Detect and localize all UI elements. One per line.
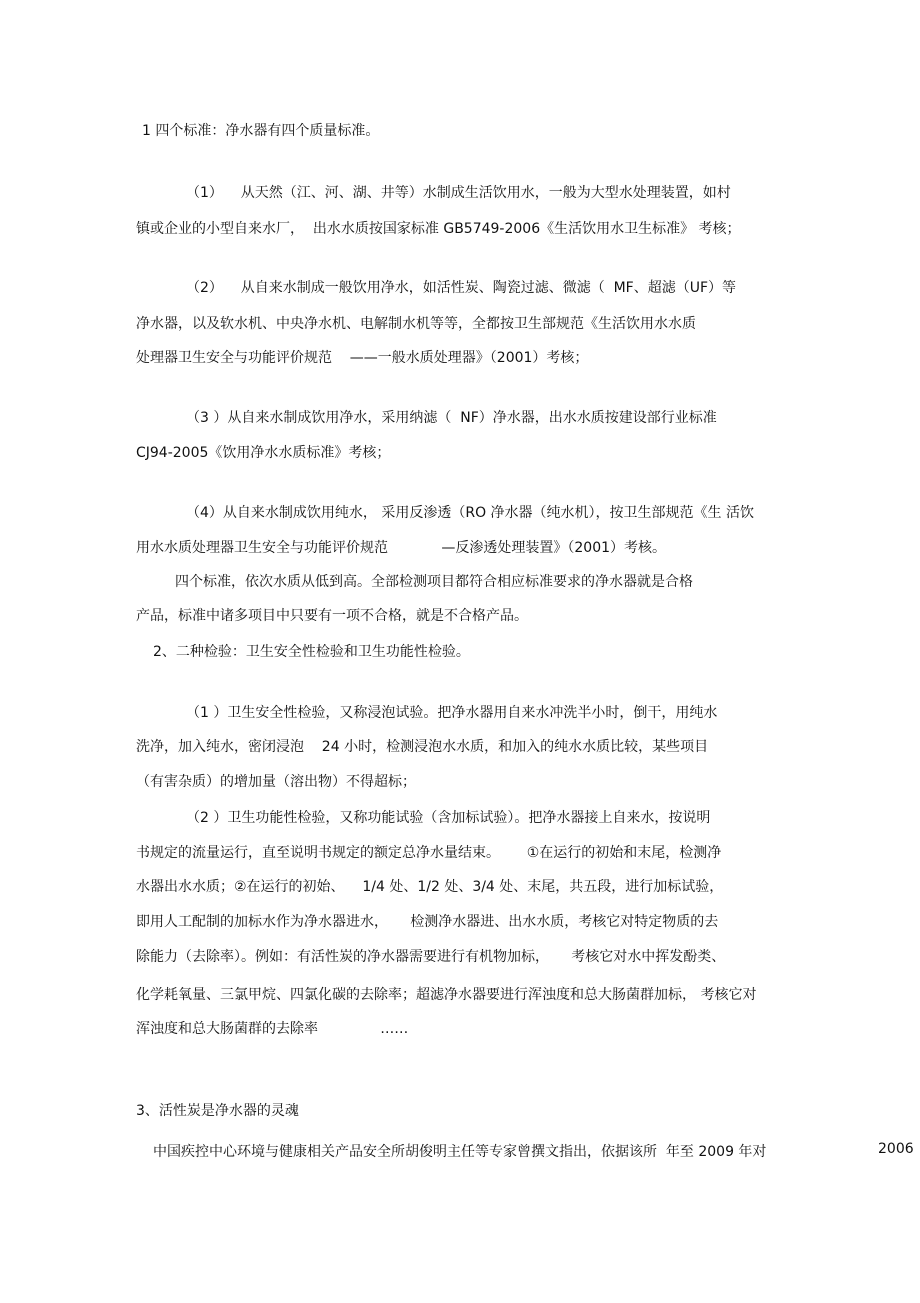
heading-four-standards: 1 四个标准：净水器有四个质量标准。 <box>142 123 380 139</box>
heading-two-tests: 2、二种检验：卫生安全性检验和卫生功能性检验。 <box>153 644 470 660</box>
test-2-line-1: （2 ）卫生功能性检验，又称功能试验（含加标试验）。把净水器接上自来水，按说明 <box>186 810 711 826</box>
summary-line-1: 四个标准，依次水质从低到高。全部检测项目都符合相应标准要求的净水器就是合格 <box>175 574 693 590</box>
standard-3-line-2: CJ94-2005《饮用净水水质标准》考核； <box>136 445 391 461</box>
standard-2-line-2: 净水器，以及软水机、中央净水机、电解制水机等等，全都按卫生部规范《生活饮用水水质 <box>136 316 696 332</box>
test-2-line-5: 除能力（去除率）。例如：有活性炭的净水器需要进行有机物加标， 考核它对水中挥发酚类、 <box>136 949 726 965</box>
paragraph-3-line-1: 中国疾控中心环境与健康相关产品安全所胡俊明主任等专家曾撰文指出，依据该所 年至 2009 年对 <box>153 1144 767 1160</box>
paragraph-3-year: 2006 <box>878 1141 914 1157</box>
summary-line-2: 产品，标准中诸多项目中只要有一项不合格，就是不合格产品。 <box>136 608 528 624</box>
test-1-line-2: 洗净，加入纯水，密闭浸泡 24 小时，检测浸泡水水质，和加入的纯水水质比较，某些项目 <box>136 739 709 755</box>
standard-4-line-1: （4）从自来水制成饮用纯水， 采用反渗透（RO 净水器（纯水机），按卫生部规范《生 活饮 <box>186 505 755 521</box>
test-2-line-7: 浑浊度和总大肠菌群的去除率 …… <box>136 1021 409 1037</box>
standard-2-line-1: （2） 从自来水制成一般饮用净水，如活性炭、陶瓷过滤、微滤（ MF、超滤（UF）等 <box>186 280 737 296</box>
standard-1-line-1: （1） 从天然（江、河、湖、井等）水制成生活饮用水，一般为大型水处理装置，如村 <box>186 185 731 201</box>
test-1-line-3: （有害杂质）的增加量（溶出物）不得超标； <box>136 774 416 790</box>
standard-1-line-2: 镇或企业的小型自来水厂， 出水水质按国家标准 GB5749-2006《生活饮用水卫生标准》 考核； <box>136 221 741 237</box>
standard-4-line-2: 用水水质处理器卫生安全与功能评价规范 —反渗透处理装置》（2001）考核。 <box>136 540 667 556</box>
test-2-line-2: 书规定的流量运行，直至说明书规定的额定总净水量结束。 ①在运行的初始和末尾，检测净 <box>136 845 722 861</box>
heading-activated-carbon: 3、活性炭是净水器的灵魂 <box>136 1103 299 1119</box>
standard-2-line-3: 处理器卫生安全与功能评价规范 ——一般水质处理器》（2001）考核； <box>136 350 589 366</box>
test-2-line-6: 化学耗氧量、三氯甲烷、四氯化碳的去除率；超滤净水器要进行浑浊度和总大肠菌群加标， 考核它对 <box>136 987 757 1003</box>
test-2-line-4: 即用人工配制的加标水作为净水器进水， 检测净水器进、出水水质，考核它对特定物质的去 <box>136 914 719 930</box>
standard-3-line-1: （3 ）从自来水制成饮用净水，采用纳滤（ NF）净水器，出水水质按建设部行业标准 <box>186 410 717 426</box>
test-2-line-3: 水器出水水质；②在运行的初始、 1/4 处、1/2 处、3/4 处、末尾，共五段，进行加标试验， <box>136 879 724 895</box>
test-1-line-1: （1 ）卫生安全性检验，又称浸泡试验。把净水器用自来水冲洗半小时，倒干，用纯水 <box>186 705 718 721</box>
